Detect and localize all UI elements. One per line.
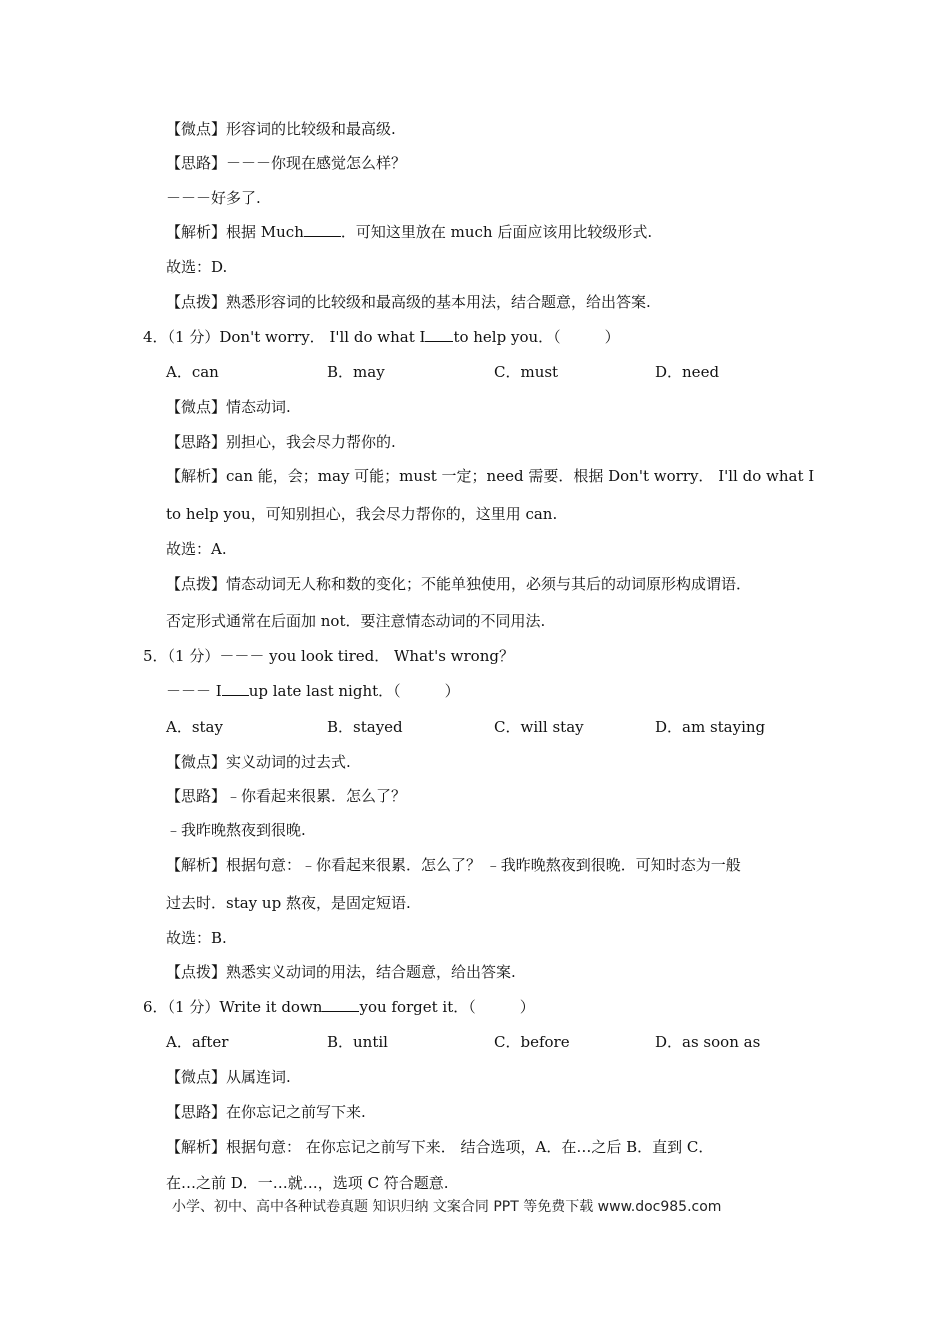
q4-answer: 故选：A. xyxy=(166,540,227,558)
q6-option-c: C．before xyxy=(494,1033,570,1051)
q4-option-a: A．can xyxy=(166,363,219,381)
q4-point: 【微点】情态动词. xyxy=(166,398,291,416)
q3-analysis-post: ．可知这里放在 much 后面应该用比较级形式. xyxy=(340,223,653,241)
q5-option-a: A．stay xyxy=(166,718,223,736)
q5-analysis-line1: 【解析】根据句意：﹣你看起来很累．怎么了？ ﹣我昨晚熬夜到很晚．可知时态为一般 xyxy=(166,856,741,874)
q6-option-b: B．until xyxy=(327,1033,388,1051)
q5-stem-pre: －－－ I xyxy=(166,682,222,700)
q4-paren-close: ） xyxy=(604,328,620,346)
q3-answer: 故选：D. xyxy=(166,258,228,276)
q5-idea-line1: 【思路】﹣你看起来很累．怎么了？ xyxy=(166,787,407,805)
q5-point: 【微点】实义动词的过去式. xyxy=(166,753,351,771)
q4-option-c: C．must xyxy=(494,363,559,381)
q5-answer: 故选：B. xyxy=(166,929,227,947)
footer-banner: 小学、初中、高中各种试卷真题 知识归纳 文案合同 PPT 等免费下载 www.doc985.com xyxy=(172,1199,722,1215)
q3-analysis-pre: 【解析】根据 Much xyxy=(166,223,304,241)
q5-option-b: B．stayed xyxy=(327,718,403,736)
q3-idea-line2: －－－好多了. xyxy=(166,189,261,207)
q6-paren-close: ） xyxy=(519,998,535,1016)
q6-idea: 【思路】在你忘记之前写下来. xyxy=(166,1103,366,1121)
q5-stem: 5．（1 分）－－－ you look tired． What's wrong？ xyxy=(143,647,514,665)
q4-stem-pre: 4．（1 分）Don't worry． I'll do what I xyxy=(143,328,426,346)
answer-blank xyxy=(222,681,249,696)
q4-tip-line1: 【点拨】情态动词无人称和数的变化；不能单独使用，必须与其后的动词原形构成谓语． xyxy=(166,575,752,593)
q3-tip: 【点拨】熟悉形容词的比较级和最高级的基本用法，结合题意，给出答案. xyxy=(166,293,651,311)
q6-option-a: A．after xyxy=(166,1033,229,1051)
q4-idea: 【思路】别担心，我会尽力帮你的. xyxy=(166,433,396,451)
q6-stem-pre: 6．（1 分）Write it down xyxy=(143,998,323,1016)
q4-stem xyxy=(143,327,620,347)
q5-stem-post: up late last night．（ xyxy=(248,682,401,700)
q3-idea-line1: 【思路】－－－你现在感觉怎么样？ xyxy=(166,154,407,172)
answer-blank xyxy=(425,327,453,342)
q5-stem-line2 xyxy=(166,681,460,701)
q5-tip: 【点拨】熟悉实义动词的用法，结合题意，给出答案. xyxy=(166,963,516,981)
q5-option-d: D．am staying xyxy=(655,718,766,736)
q5-idea-line2: ﹣我昨晚熬夜到很晚. xyxy=(166,821,306,839)
q5-analysis-line2: 过去时．stay up 熬夜，是固定短语. xyxy=(166,894,411,912)
answer-blank xyxy=(322,997,359,1012)
q4-option-b: B．may xyxy=(327,363,385,381)
q4-analysis-line2: to help you，可知别担心，我会尽力帮你的，这里用 can. xyxy=(166,505,558,523)
answer-blank xyxy=(304,222,341,237)
q6-stem xyxy=(143,997,535,1017)
q4-option-d: D．need xyxy=(655,363,720,381)
q6-point: 【微点】从属连词. xyxy=(166,1068,291,1086)
q5-paren-close: ） xyxy=(444,682,460,700)
q4-tip-line2: 否定形式通常在后面加 not．要注意情态动词的不同用法. xyxy=(166,612,546,630)
q4-analysis-line1: 【解析】can 能，会；may 可能；must 一定；need 需要．根据 Don't worry． I'll do what I xyxy=(166,467,815,485)
q4-stem-post: to help you．（ xyxy=(453,328,561,346)
q6-stem-post: you forget it．（ xyxy=(359,998,476,1016)
q3-point: 【微点】形容词的比较级和最高级. xyxy=(166,120,396,138)
q6-analysis-line1: 【解析】根据句意： 在你忘记之前写下来． 结合选项，A．在…之后 B．直到 C． xyxy=(166,1138,714,1156)
q3-analysis xyxy=(166,222,652,242)
q5-option-c: C．will stay xyxy=(494,718,584,736)
q6-option-d: D．as soon as xyxy=(655,1033,761,1051)
q6-analysis-line2: 在…之前 D．一…就…，选项 C 符合题意. xyxy=(166,1174,449,1192)
